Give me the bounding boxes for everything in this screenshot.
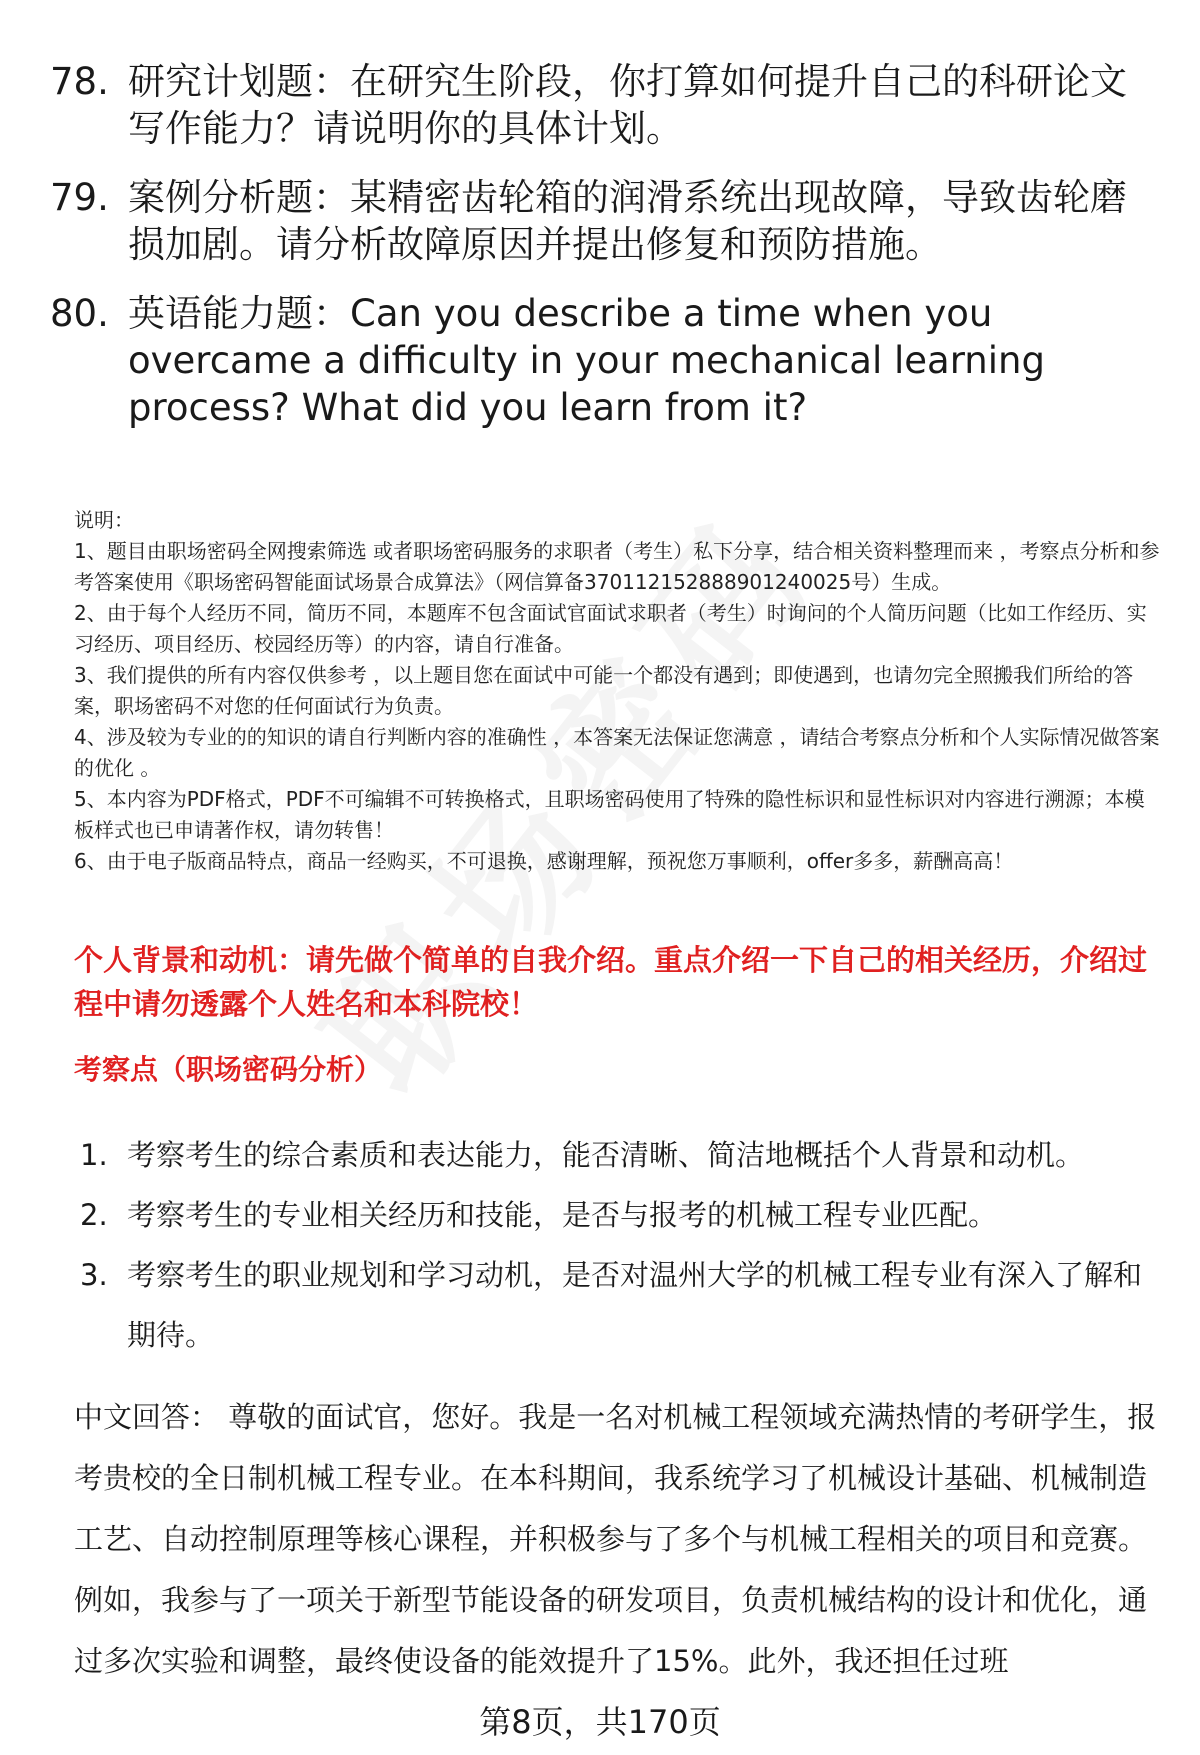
notes-title: 说明： — [74, 508, 134, 532]
note-item: 1、题目由职场密码全网搜索筛选 或者职场密码服务的求职者（考生）私下分享，结合相关资料整理而来 ，考察点分析和参考答案使用《职场密码智能面试场景合成算法》（网信算备370112152888901240025号）生成。 — [74, 539, 1160, 594]
question-item — [50, 290, 1150, 431]
question-text: 案例分析题：某精密齿轮箱的润滑系统出现故障，导致齿轮磨损加剧。请分析故障原因并提出修复和预防措施。 — [128, 176, 1127, 266]
analysis-point — [80, 1125, 1160, 1185]
question-heading: 个人背景和动机：请先做个简单的自我介绍。重点介绍一下自己的相关经历，介绍过程中请勿透露个人姓名和本科院校！ — [74, 943, 1148, 1021]
question-number: 78. — [50, 60, 109, 103]
question-item — [50, 174, 1150, 268]
question-number: 80. — [50, 292, 109, 335]
note-item: 5、本内容为PDF格式，PDF不可编辑不可转换格式，且职场密码使用了特殊的隐性标识和显性标识对内容进行溯源；本模板样式也已申请著作权，请勿转售！ — [74, 787, 1145, 842]
note-item: 3、我们提供的所有内容仅供参考 ，以上题目您在面试中可能一个都没有遇到；即使遇到，也请勿完全照搬我们所给的答案，职场密码不对您的任何面试行为负责。 — [74, 663, 1134, 718]
analysis-point-number: 2. — [80, 1198, 108, 1232]
analysis-point-number: 1. — [80, 1138, 108, 1172]
analysis-point-list — [80, 1125, 1160, 1365]
question-item — [50, 58, 1150, 152]
question-text: 英语能力题：Can you describe a time when you overcame a difficulty in your mechanical learning process? What did you learn from it? — [128, 292, 1045, 429]
analysis-heading: 考察点（职场密码分析） — [74, 1053, 383, 1086]
question-list — [50, 58, 1150, 453]
analysis-point-text: 考察考生的职业规划和学习动机，是否对温州大学的机械工程专业有深入了解和期待。 — [127, 1258, 1143, 1352]
analysis-point-text: 考察考生的综合素质和表达能力，能否清晰、简洁地概括个人背景和动机。 — [127, 1138, 1085, 1172]
analysis-point-number: 3. — [80, 1258, 108, 1292]
note-item: 6、由于电子版商品特点，商品一经购买，不可退换，感谢理解，预祝您万事顺利，offer多多，薪酬高高！ — [74, 849, 1014, 873]
note-item: 4、涉及较为专业的的知识的请自行判断内容的准确性 ，本答案无法保证您满意 ，请结合考察点分析和个人实际情况做答案的优化 。 — [74, 725, 1160, 780]
question-number: 79. — [50, 176, 109, 219]
page-footer: 第8页，共170页 — [479, 1703, 721, 1741]
analysis-point — [80, 1245, 1160, 1365]
analysis-point-text: 考察考生的专业相关经历和技能，是否与报考的机械工程专业匹配。 — [127, 1198, 998, 1232]
answer-paragraph: 中文回答： 尊敬的面试官，您好。我是一名对机械工程领域充满热情的考研学生，报考贵校的全日制机械工程专业。在本科期间，我系统学习了机械设计基础、机械制造工艺、自动控制原理等核心课程，并积极参与了多个与机械工程相关的项目和竞赛。例如，我参与了一项关于新型节能设备的研发项目，负责机械结构的设计和优化，通过多次实验和调整，最终使设备的能效提升了15%。此外，我还担任过班 — [74, 1400, 1157, 1678]
analysis-point — [80, 1185, 1160, 1245]
question-text: 研究计划题：在研究生阶段，你打算如何提升自己的科研论文写作能力？请说明你的具体计划。 — [128, 60, 1127, 150]
notes-section — [74, 505, 1160, 877]
note-item: 2、由于每个人经历不同，简历不同，本题库不包含面试官面试求职者（考生）时询问的个人简历问题（比如工作经历、实习经历、项目经历、校园经历等）的内容，请自行准备。 — [74, 601, 1147, 656]
